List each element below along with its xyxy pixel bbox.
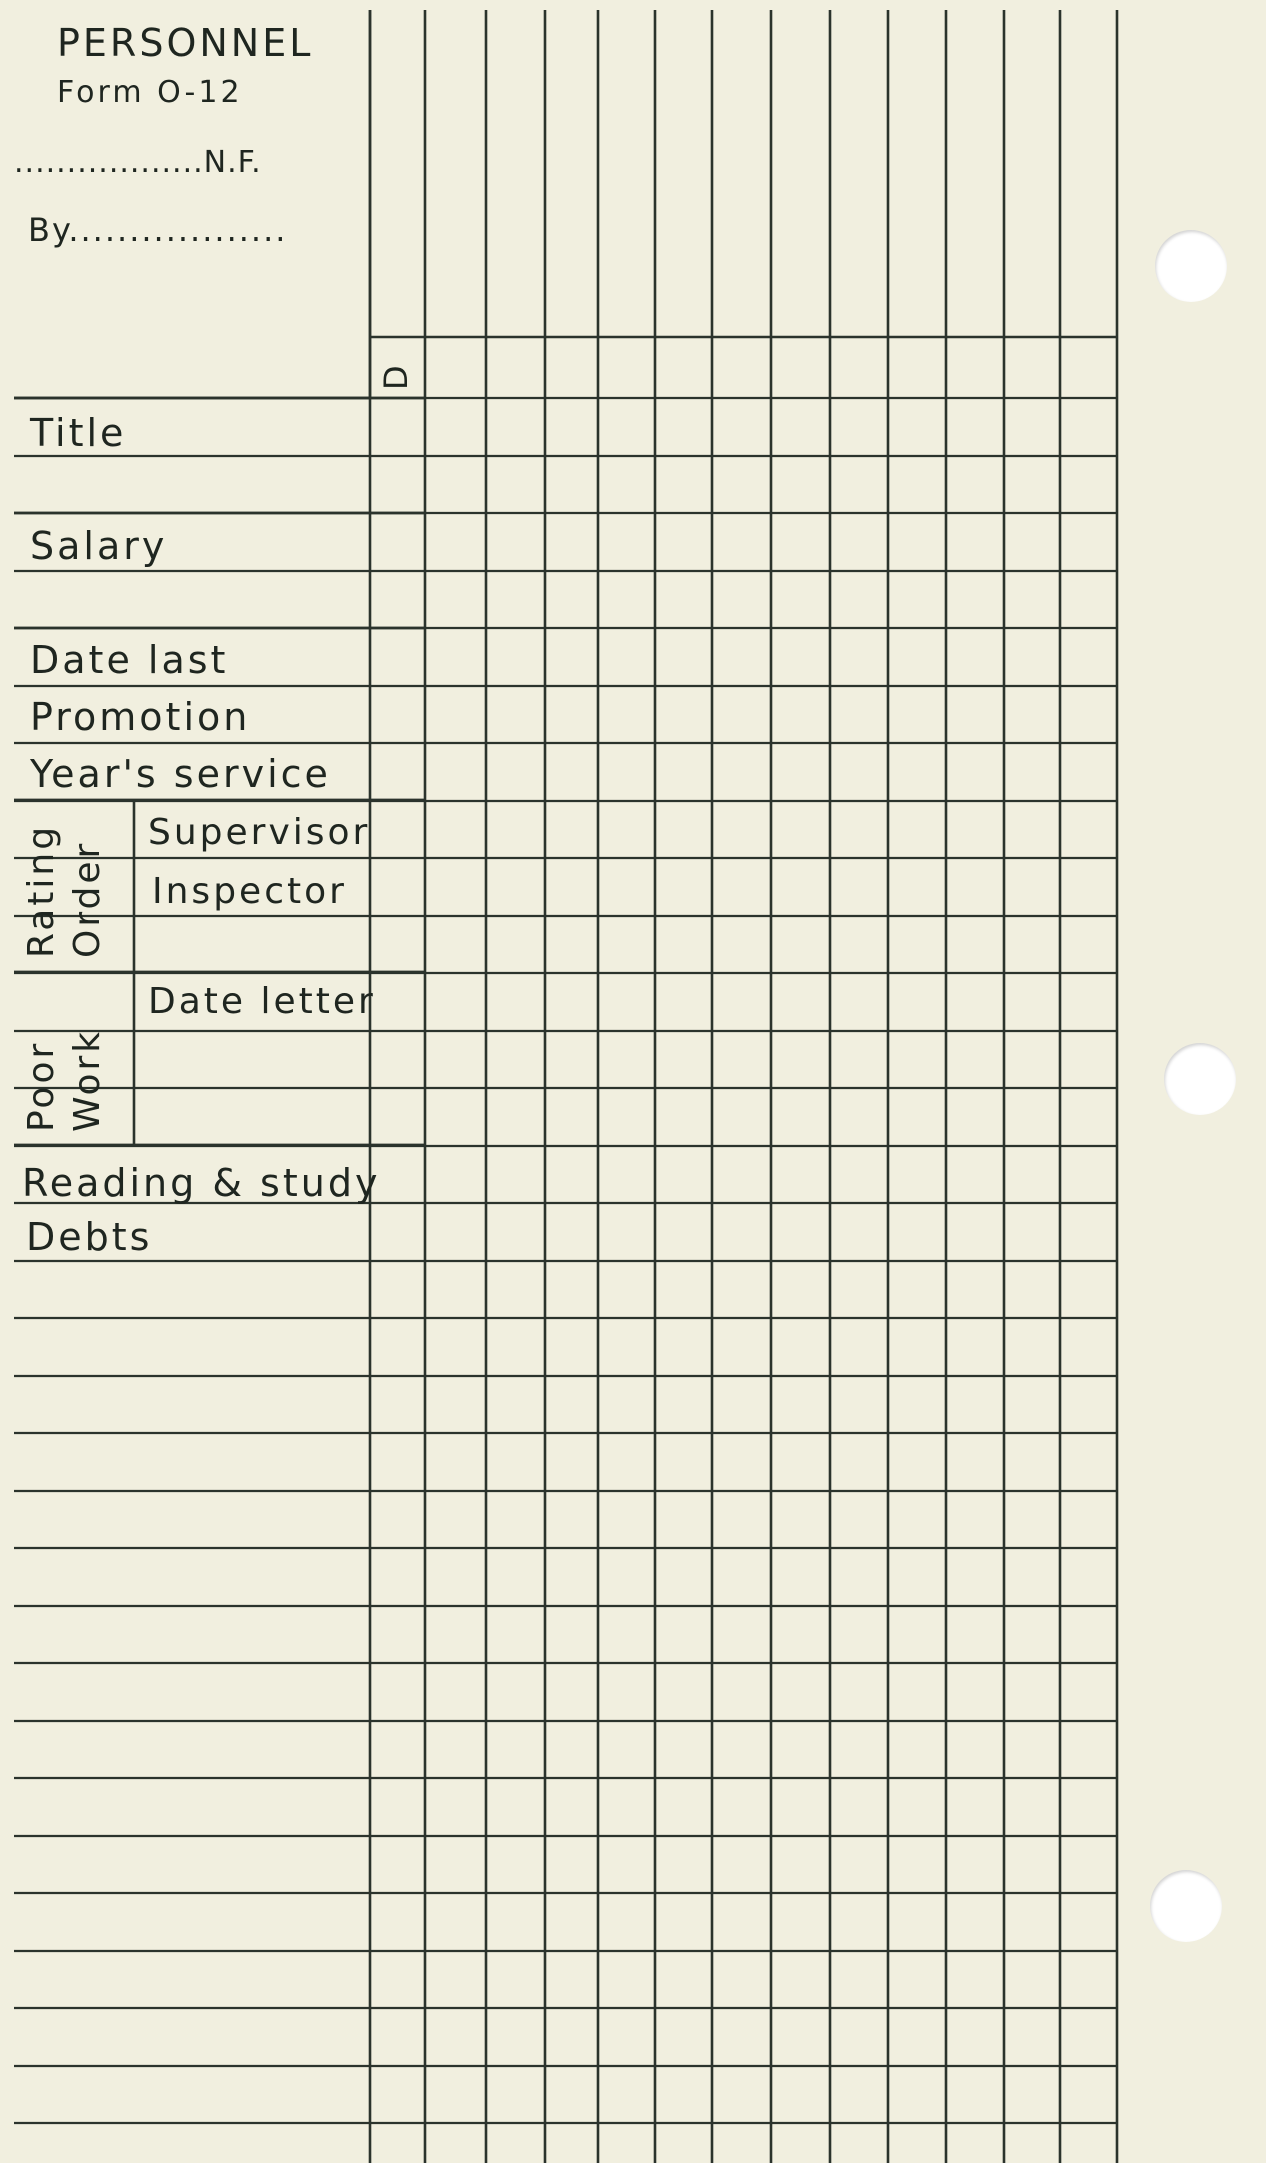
row-label-date-letter: Date letter	[148, 981, 376, 1022]
binder-hole-bottom	[1150, 1870, 1222, 1942]
by-field: By..................	[28, 211, 288, 249]
form-number: Form O-12	[57, 75, 243, 110]
row-label-reading-study: Reading & study	[22, 1161, 381, 1205]
order-label: Order	[67, 840, 108, 958]
row-label-date-last: Date last	[30, 638, 229, 682]
binder-hole-middle	[1164, 1043, 1236, 1115]
column-marker-d: D	[377, 362, 415, 390]
binder-hole-top	[1155, 230, 1227, 302]
department-heading: PERSONNEL	[57, 21, 314, 65]
row-label-inspector: Inspector	[152, 871, 347, 912]
row-label-title: Title	[30, 411, 127, 455]
row-label-debts: Debts	[26, 1215, 153, 1259]
work-label: Work	[67, 1028, 108, 1132]
row-label-years-service: Year's service	[30, 752, 331, 796]
row-label-promotion: Promotion	[30, 695, 251, 739]
rating-label: Rating	[21, 823, 62, 958]
row-label-salary: Salary	[30, 524, 168, 568]
row-label-supervisor: Supervisor	[148, 812, 371, 853]
nf-field: ..................N.F.	[14, 145, 262, 180]
poor-label: Poor	[21, 1040, 62, 1132]
